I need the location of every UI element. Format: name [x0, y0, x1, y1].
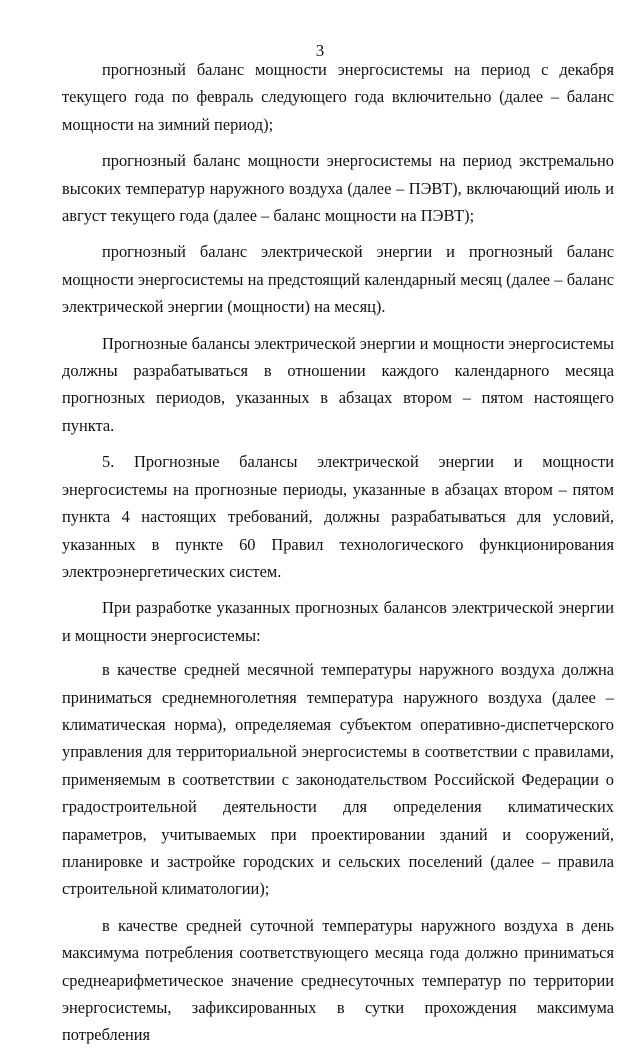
paragraph-winter-balance: прогнозный баланс мощности энергосистемы на период с декабря текущего года по февраль следующего года включительно (далее – баланс мощности на зимний период); — [62, 60, 614, 134]
document-body — [62, 56, 614, 1058]
paragraph-pevt-balance: прогнозный баланс мощности энергосистемы на период экстремально высоких температур наружного воздуха (далее – ПЭВТ), включающий июль и август текущего года (далее – баланс мощности на ПЭВТ); — [62, 151, 614, 226]
paragraph-monthly-development: Прогнозные балансы электрической энергии и мощности энергосистемы должны разрабатываться в отношении каждого календарного месяца прогнозных периодов, указанных в абзацах втором – пятом настоящего пункта. — [62, 333, 614, 435]
page-number: 3 — [315, 41, 325, 60]
paragraph-monthly-temperature: в качестве средней месячной температуры наружного воздуха должна приниматься среднемноголетняя температура наружного воздуха (далее – климатическая норма), определяемая субъектом оперативно-диспетчерского управления для территориальной энергосистемы в соответствии с правилами, применяемым в соответствии с законодательством Российской Федерации о градостроительной деятельности для определения климатических параметров, учитываемых при проектировании зданий и сооружений, планировке и застройке городских и сельских поселений (далее – правила строительной климатологии); — [62, 660, 614, 899]
paragraph-item-5: 5. Прогнозные балансы электрической энергии и мощности энергосистемы на прогнозные периоды, указанные в абзацах втором – пятом пункта 4 настоящих требований, должны разрабатываться для условий, указанных в пункте 60 Правил технологического функционирования электроэнергетических систем. — [62, 452, 614, 581]
paragraph-monthly-balance: прогнозный баланс электрической энергии и прогнозный баланс мощности энергосистемы на предстоящий календарный месяц (далее – баланс электрической энергии (мощности) на месяц). — [62, 242, 614, 317]
paragraph-development-intro: При разработке указанных прогнозных балансов электрической энергии и мощности энергосистемы: — [62, 598, 614, 645]
paragraph-daily-temperature: в качестве средней суточной температуры наружного воздуха в день максимума потребления соответствующего месяца года должно приниматься среднеарифметическое значение среднесуточных температур по территории энергосистемы, зафиксированных в сутки прохождения максимума потребления — [62, 915, 614, 1045]
